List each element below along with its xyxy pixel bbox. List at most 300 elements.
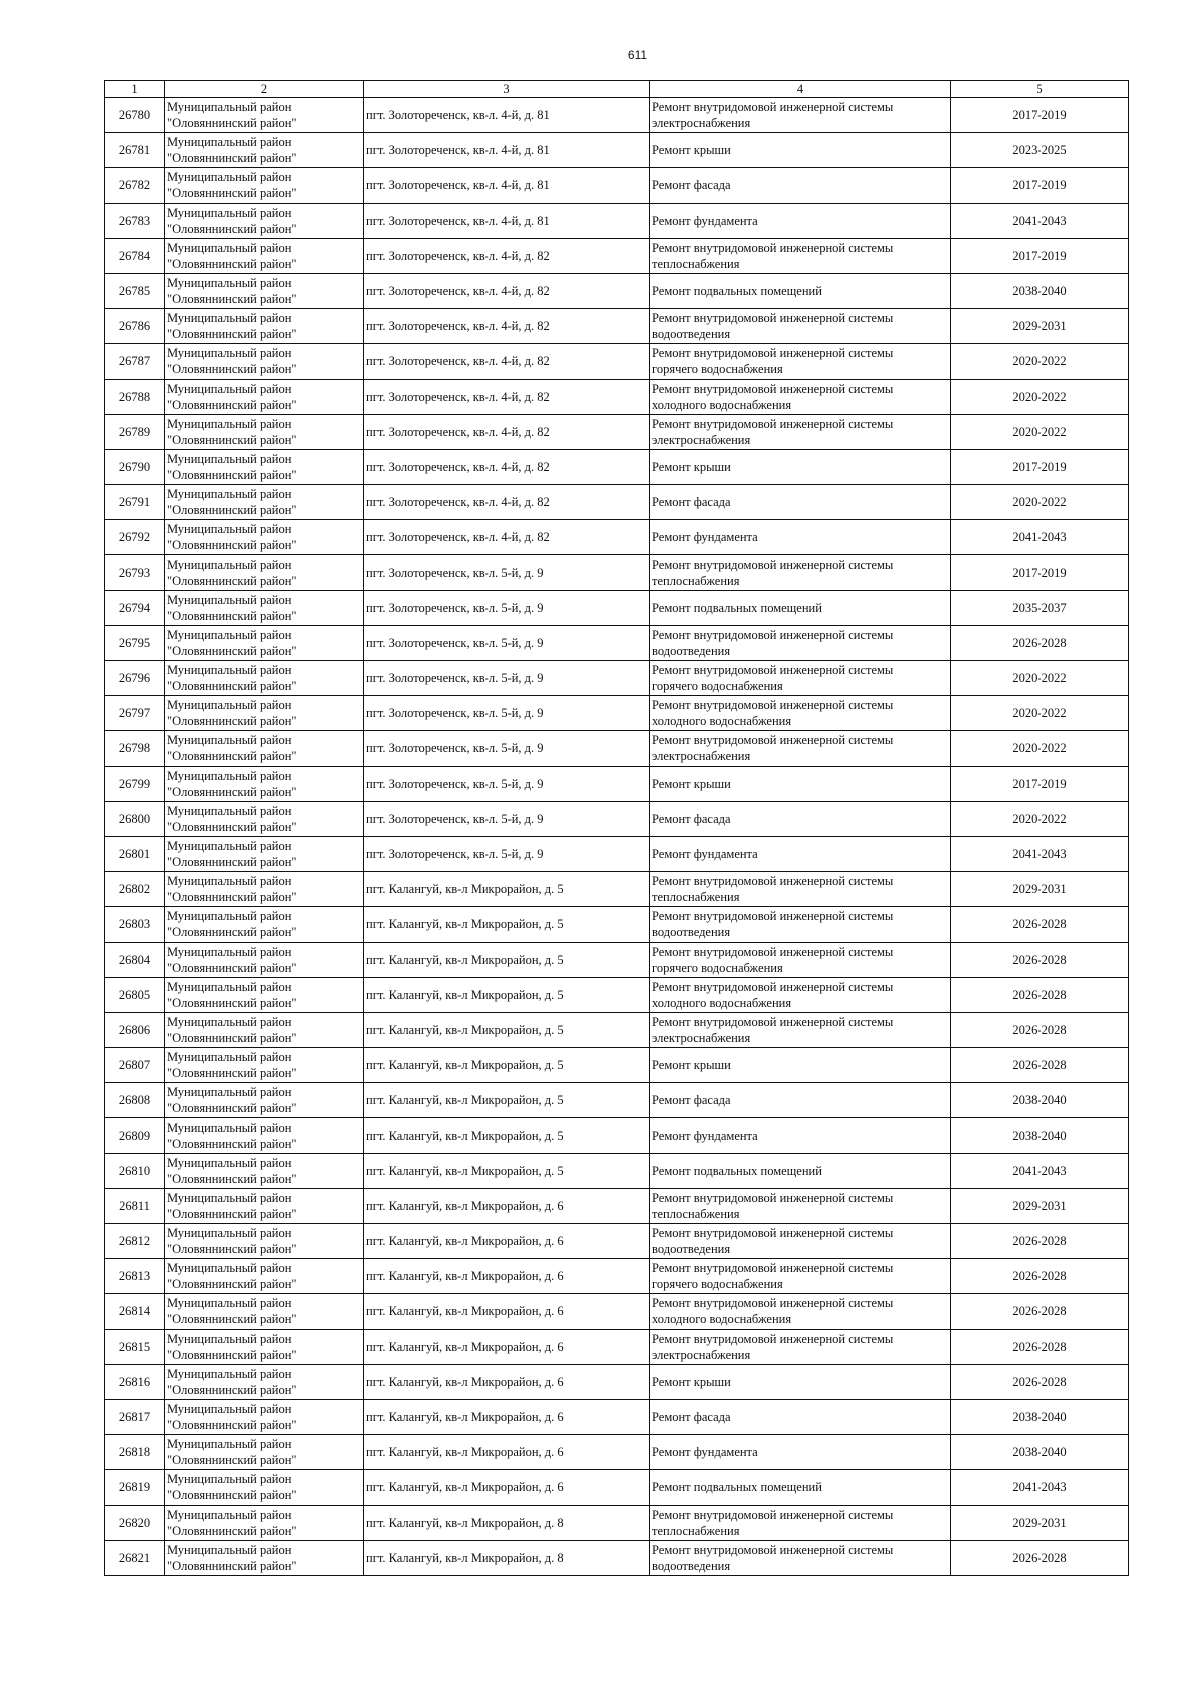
repair-schedule-table [104,80,1129,1576]
period-cell: 2026-2028 [951,977,1129,1012]
row-number-cell: 26790 [105,449,165,484]
district-line: "Оловяннинский район" [167,679,297,694]
work-type-line: Ремонт подвальных помещений [652,1480,822,1495]
work-type-line: Ремонт внутридомовой инженерной системы [652,1261,894,1276]
district-cell [165,942,364,977]
district-line: Муниципальный район [167,1437,292,1452]
district-line: Муниципальный район [167,1542,292,1557]
work-type-line: электроснабжения [652,1347,751,1362]
work-type-line: холодного водоснабжения [652,995,792,1010]
district-cell [165,1224,364,1259]
row-number-cell: 26795 [105,625,165,660]
district-line: "Оловяннинский район" [167,503,297,518]
work-type-line: теплоснабжения [652,573,740,588]
district-line: "Оловяннинский район" [167,960,297,975]
district-line: "Оловяннинский район" [167,292,297,307]
table-row [105,1083,1129,1118]
work-type-cell [650,485,951,520]
work-type-line: Ремонт фундамента [652,1445,758,1460]
row-number-cell: 26820 [105,1505,165,1540]
district-line: Муниципальный район [167,135,292,150]
table-row [105,1470,1129,1505]
district-line: Муниципальный район [167,592,292,607]
district-line: "Оловяннинский район" [167,1171,297,1186]
district-line: Муниципальный район [167,874,292,889]
address-cell: пгт. Калангуй, кв-л Микрорайон, д. 6 [364,1224,650,1259]
district-cell [165,1153,364,1188]
period-cell: 2026-2028 [951,907,1129,942]
district-line: Муниципальный район [167,1155,292,1170]
row-number-cell: 26806 [105,1012,165,1047]
district-line: "Оловяннинский район" [167,1277,297,1292]
row-number-cell: 26801 [105,836,165,871]
address-cell: пгт. Золотореченск, кв-л. 4-й, д. 82 [364,344,650,379]
period-cell: 2017-2019 [951,168,1129,203]
district-line: "Оловяннинский район" [167,538,297,553]
address-cell: пгт. Калангуй, кв-л Микрорайон, д. 6 [364,1470,650,1505]
work-type-cell [650,1540,951,1575]
work-type-line: электроснабжения [652,749,751,764]
address-cell: пгт. Золотореченск, кв-л. 4-й, д. 82 [364,238,650,273]
address-cell: пгт. Золотореченск, кв-л. 4-й, д. 81 [364,98,650,133]
district-line: Муниципальный район [167,170,292,185]
row-number-cell: 26807 [105,1048,165,1083]
work-type-line: Ремонт внутридомовой инженерной системы [652,1296,894,1311]
work-type-line: горячего водоснабжения [652,960,783,975]
work-type-line: водоотведения [652,643,731,658]
district-cell [165,520,364,555]
period-cell: 2020-2022 [951,485,1129,520]
work-type-cell [650,1435,951,1470]
work-type-cell [650,625,951,660]
row-number-cell: 26800 [105,801,165,836]
work-type-cell [650,133,951,168]
work-type-line: Ремонт внутридомовой инженерной системы [652,1507,894,1522]
table-row [105,872,1129,907]
district-cell [165,168,364,203]
work-type-line: Ремонт внутридомовой инженерной системы [652,381,894,396]
table-row [105,1118,1129,1153]
work-type-line: Ремонт внутридомовой инженерной системы [652,1542,894,1557]
row-number-cell: 26793 [105,555,165,590]
period-cell: 2017-2019 [951,449,1129,484]
period-cell: 2038-2040 [951,1435,1129,1470]
table-row [105,625,1129,660]
work-type-line: Ремонт фасада [652,1410,731,1425]
work-type-cell [650,203,951,238]
table-row [105,1188,1129,1223]
work-type-cell [650,766,951,801]
district-line: "Оловяннинский район" [167,186,297,201]
table-row [105,133,1129,168]
district-cell [165,1540,364,1575]
work-type-cell [650,168,951,203]
district-cell [165,273,364,308]
district-cell [165,1048,364,1083]
work-type-cell [650,1294,951,1329]
district-line: Муниципальный район [167,451,292,466]
period-cell: 2026-2028 [951,1224,1129,1259]
work-type-cell [650,1118,951,1153]
column-header-4: 4 [650,81,951,98]
address-cell: пгт. Золотореченск, кв-л. 5-й, д. 9 [364,661,650,696]
district-cell [165,1118,364,1153]
table-row [105,590,1129,625]
work-type-line: электроснабжения [652,432,751,447]
address-cell: пгт. Калангуй, кв-л Микрорайон, д. 5 [364,1118,650,1153]
work-type-line: Ремонт подвальных помещений [652,284,822,299]
district-line: "Оловяннинский район" [167,573,297,588]
work-type-line: Ремонт фундамента [652,1128,758,1143]
work-type-cell [650,1470,951,1505]
district-cell [165,590,364,625]
row-number-cell: 26787 [105,344,165,379]
address-cell: пгт. Калангуй, кв-л Микрорайон, д. 8 [364,1540,650,1575]
district-line: "Оловяннинский район" [167,1066,297,1081]
district-line: Муниципальный район [167,1402,292,1417]
work-type-line: водоотведения [652,327,731,342]
work-type-line: Ремонт крыши [652,1058,731,1073]
district-line: "Оловяннинский район" [167,221,297,236]
district-line: "Оловяннинский район" [167,1347,297,1362]
work-type-line: Ремонт внутридомовой инженерной системы [652,1226,894,1241]
address-cell: пгт. Золотореченск, кв-л. 4-й, д. 81 [364,133,650,168]
work-type-cell [650,1048,951,1083]
page-number: 611 [627,48,648,62]
row-number-cell: 26794 [105,590,165,625]
column-header-3: 3 [364,81,650,98]
work-type-cell [650,1259,951,1294]
address-cell: пгт. Калангуй, кв-л Микрорайон, д. 6 [364,1399,650,1434]
work-type-cell [650,1012,951,1047]
table-row [105,942,1129,977]
period-cell: 2029-2031 [951,1188,1129,1223]
work-type-line: водоотведения [652,1558,731,1573]
district-line: "Оловяннинский район" [167,116,297,131]
district-line: Муниципальный район [167,698,292,713]
table-row [105,203,1129,238]
work-type-line: Ремонт внутридомовой инженерной системы [652,416,894,431]
row-number-cell: 26788 [105,379,165,414]
district-line: Муниципальный район [167,1331,292,1346]
district-line: Муниципальный район [167,1296,292,1311]
address-cell: пгт. Калангуй, кв-л Микрорайон, д. 5 [364,942,650,977]
table-row [105,555,1129,590]
table-row [105,1435,1129,1470]
row-number-cell: 26786 [105,309,165,344]
district-line: Муниципальный район [167,733,292,748]
district-line: Муниципальный район [167,1050,292,1065]
district-line: "Оловяннинский район" [167,784,297,799]
period-cell: 2026-2028 [951,942,1129,977]
district-line: Муниципальный район [167,979,292,994]
work-type-cell [650,1399,951,1434]
row-number-cell: 26812 [105,1224,165,1259]
work-type-line: холодного водоснабжения [652,1312,792,1327]
work-type-cell [650,872,951,907]
address-cell: пгт. Золотореченск, кв-л. 4-й, д. 82 [364,485,650,520]
work-type-cell [650,1224,951,1259]
work-type-cell [650,379,951,414]
work-type-line: Ремонт внутридомовой инженерной системы [652,311,894,326]
district-cell [165,309,364,344]
row-number-cell: 26816 [105,1364,165,1399]
work-type-cell [650,590,951,625]
district-cell [165,872,364,907]
work-type-cell [650,273,951,308]
district-cell [165,485,364,520]
work-type-line: Ремонт крыши [652,143,731,158]
district-line: "Оловяннинский район" [167,1523,297,1538]
row-number-cell: 26798 [105,731,165,766]
district-line: Муниципальный район [167,487,292,502]
address-cell: пгт. Калангуй, кв-л Микрорайон, д. 5 [364,1083,650,1118]
district-line: "Оловяннинский район" [167,1382,297,1397]
district-line: "Оловяннинский район" [167,432,297,447]
district-line: Муниципальный район [167,416,292,431]
work-type-line: Ремонт внутридомовой инженерной системы [652,240,894,255]
work-type-cell [650,1505,951,1540]
period-cell: 2038-2040 [951,273,1129,308]
district-line: "Оловяннинский район" [167,467,297,482]
row-number-cell: 26789 [105,414,165,449]
district-line: "Оловяннинский район" [167,1453,297,1468]
work-type-line: горячего водоснабжения [652,1277,783,1292]
work-type-line: Ремонт фасада [652,178,731,193]
district-line: Муниципальный район [167,1120,292,1135]
work-type-cell [650,238,951,273]
table-row [105,520,1129,555]
work-type-cell [650,977,951,1012]
district-cell [165,1188,364,1223]
table-row [105,661,1129,696]
district-line: Муниципальный район [167,839,292,854]
district-cell [165,449,364,484]
district-line: Муниципальный район [167,944,292,959]
work-type-cell [650,1153,951,1188]
district-cell [165,907,364,942]
work-type-cell [650,98,951,133]
district-line: Муниципальный район [167,522,292,537]
district-cell [165,1399,364,1434]
district-line: Муниципальный район [167,276,292,291]
period-cell: 2020-2022 [951,731,1129,766]
work-type-line: Ремонт фундамента [652,530,758,545]
work-type-line: Ремонт внутридомовой инженерной системы [652,1190,894,1205]
column-header-1: 1 [105,81,165,98]
work-type-line: электроснабжения [652,1030,751,1045]
period-cell: 2020-2022 [951,344,1129,379]
district-cell [165,661,364,696]
row-number-cell: 26810 [105,1153,165,1188]
address-cell: пгт. Золотореченск, кв-л. 4-й, д. 82 [364,449,650,484]
work-type-line: Ремонт внутридомовой инженерной системы [652,944,894,959]
district-line: Муниципальный район [167,1472,292,1487]
period-cell: 2026-2028 [951,1540,1129,1575]
address-cell: пгт. Калангуй, кв-л Микрорайон, д. 5 [364,872,650,907]
district-cell [165,1294,364,1329]
district-line: "Оловяннинский район" [167,1030,297,1045]
district-line: Муниципальный район [167,663,292,678]
work-type-cell [650,414,951,449]
district-line: Муниципальный район [167,1366,292,1381]
district-line: "Оловяннинский район" [167,1242,297,1257]
work-type-line: Ремонт внутридомовой инженерной системы [652,1014,894,1029]
address-cell: пгт. Калангуй, кв-л Микрорайон, д. 6 [364,1259,650,1294]
district-line: Муниципальный район [167,1085,292,1100]
row-number-cell: 26814 [105,1294,165,1329]
table-row [105,98,1129,133]
work-type-cell [650,942,951,977]
district-line: "Оловяннинский район" [167,1418,297,1433]
table-row [105,238,1129,273]
table-row [105,1048,1129,1083]
address-cell: пгт. Золотореченск, кв-л. 5-й, д. 9 [364,590,650,625]
work-type-line: Ремонт внутридомовой инженерной системы [652,346,894,361]
table-row [105,485,1129,520]
period-cell: 2020-2022 [951,696,1129,731]
work-type-cell [650,661,951,696]
row-number-cell: 26791 [105,485,165,520]
period-cell: 2029-2031 [951,872,1129,907]
row-number-cell: 26781 [105,133,165,168]
work-type-line: Ремонт внутридомовой инженерной системы [652,663,894,678]
period-cell: 2020-2022 [951,414,1129,449]
district-line: "Оловяннинский район" [167,1136,297,1151]
row-number-cell: 26792 [105,520,165,555]
work-type-line: Ремонт фасада [652,1093,731,1108]
row-number-cell: 26796 [105,661,165,696]
district-line: "Оловяннинский район" [167,397,297,412]
period-cell: 2041-2043 [951,1153,1129,1188]
work-type-cell [650,731,951,766]
district-line: "Оловяннинский район" [167,855,297,870]
work-type-cell [650,344,951,379]
address-cell: пгт. Калангуй, кв-л Микрорайон, д. 6 [364,1294,650,1329]
address-cell: пгт. Золотореченск, кв-л. 5-й, д. 9 [364,696,650,731]
work-type-line: водоотведения [652,925,731,940]
work-type-line: теплоснабжения [652,1206,740,1221]
row-number-cell: 26813 [105,1259,165,1294]
row-number-cell: 26805 [105,977,165,1012]
work-type-line: Ремонт фасада [652,495,731,510]
table-row [105,696,1129,731]
period-cell: 2026-2028 [951,1294,1129,1329]
period-cell: 2026-2028 [951,1048,1129,1083]
table-row [105,766,1129,801]
work-type-line: Ремонт внутридомовой инженерной системы [652,1331,894,1346]
address-cell: пгт. Золотореченск, кв-л. 5-й, д. 9 [364,766,650,801]
work-type-cell [650,836,951,871]
address-cell: пгт. Золотореченск, кв-л. 4-й, д. 81 [364,168,650,203]
period-cell: 2026-2028 [951,1259,1129,1294]
address-cell: пгт. Золотореченск, кв-л. 4-й, д. 82 [364,414,650,449]
table-row [105,414,1129,449]
district-line: Муниципальный район [167,803,292,818]
district-cell [165,1435,364,1470]
column-header-2: 2 [165,81,364,98]
work-type-line: Ремонт фундамента [652,213,758,228]
row-number-cell: 26809 [105,1118,165,1153]
work-type-line: Ремонт внутридомовой инженерной системы [652,909,894,924]
period-cell: 2020-2022 [951,379,1129,414]
table-header [105,81,1129,98]
work-type-line: Ремонт подвальных помещений [652,1163,822,1178]
district-line: "Оловяннинский район" [167,1558,297,1573]
period-cell: 2038-2040 [951,1399,1129,1434]
work-type-line: Ремонт внутридомовой инженерной системы [652,627,894,642]
work-type-cell [650,520,951,555]
address-cell: пгт. Калангуй, кв-л Микрорайон, д. 6 [364,1364,650,1399]
table-row [105,1505,1129,1540]
district-line: Муниципальный район [167,1226,292,1241]
district-line: "Оловяннинский район" [167,643,297,658]
table-row [105,1294,1129,1329]
table-row [105,1224,1129,1259]
district-line: Муниципальный район [167,205,292,220]
district-line: Муниципальный район [167,1190,292,1205]
district-cell [165,414,364,449]
address-cell: пгт. Золотореченск, кв-л. 4-й, д. 82 [364,520,650,555]
district-line: Муниципальный район [167,240,292,255]
district-line: Муниципальный район [167,557,292,572]
district-line: Муниципальный район [167,909,292,924]
period-cell: 2041-2043 [951,520,1129,555]
row-number-cell: 26797 [105,696,165,731]
district-line: Муниципальный район [167,768,292,783]
period-cell: 2041-2043 [951,1470,1129,1505]
period-cell: 2026-2028 [951,1329,1129,1364]
address-cell: пгт. Золотореченск, кв-л. 5-й, д. 9 [364,555,650,590]
district-line: Муниципальный район [167,346,292,361]
row-number-cell: 26821 [105,1540,165,1575]
work-type-line: Ремонт крыши [652,776,731,791]
address-cell: пгт. Золотореченск, кв-л. 5-й, д. 9 [364,731,650,766]
table-row [105,1329,1129,1364]
work-type-line: водоотведения [652,1242,731,1257]
work-type-cell [650,1364,951,1399]
district-line: "Оловяннинский район" [167,714,297,729]
district-cell [165,1083,364,1118]
work-type-line: Ремонт внутридомовой инженерной системы [652,557,894,572]
table-row [105,309,1129,344]
address-cell: пгт. Калангуй, кв-л Микрорайон, д. 5 [364,977,650,1012]
district-line: "Оловяннинский район" [167,1488,297,1503]
address-cell: пгт. Калангуй, кв-л Микрорайон, д. 5 [364,1012,650,1047]
period-cell: 2020-2022 [951,801,1129,836]
address-cell: пгт. Калангуй, кв-л Микрорайон, д. 5 [364,907,650,942]
address-cell: пгт. Золотореченск, кв-л. 4-й, д. 81 [364,203,650,238]
period-cell: 2020-2022 [951,661,1129,696]
district-cell [165,766,364,801]
table-row [105,977,1129,1012]
period-cell: 2029-2031 [951,1505,1129,1540]
period-cell: 2017-2019 [951,555,1129,590]
district-cell [165,1259,364,1294]
table-row [105,449,1129,484]
work-type-line: Ремонт внутридомовой инженерной системы [652,874,894,889]
address-cell: пгт. Калангуй, кв-л Микрорайон, д. 5 [364,1048,650,1083]
address-cell: пгт. Калангуй, кв-л Микрорайон, д. 6 [364,1188,650,1223]
row-number-cell: 26811 [105,1188,165,1223]
address-cell: пгт. Золотореченск, кв-л. 4-й, д. 82 [364,273,650,308]
row-number-cell: 26817 [105,1399,165,1434]
work-type-line: теплоснабжения [652,890,740,905]
work-type-line: теплоснабжения [652,1523,740,1538]
work-type-cell [650,1329,951,1364]
header-row [105,81,1129,98]
work-type-line: горячего водоснабжения [652,679,783,694]
